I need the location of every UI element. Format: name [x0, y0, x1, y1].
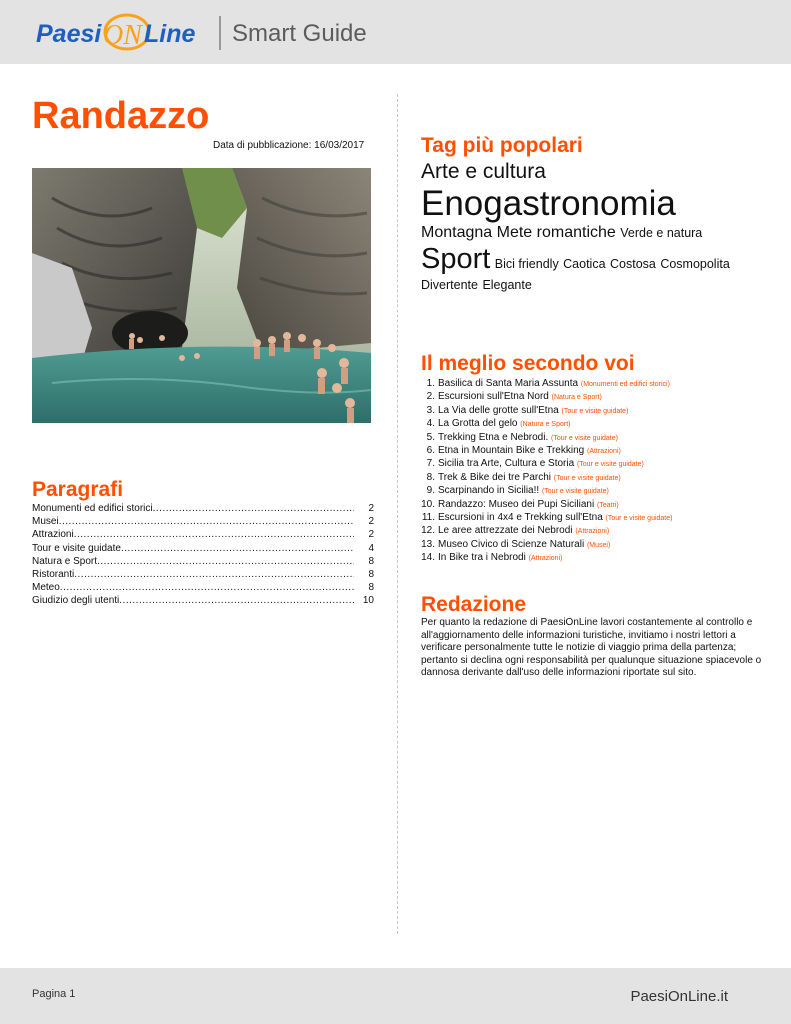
tag-link[interactable]: Cosmopolita — [660, 256, 730, 271]
tag-link[interactable]: Arte e cultura — [421, 160, 546, 183]
list-item[interactable]: 9. Scarpinando in Sicilia!! (Tour e visite guidate) — [426, 485, 609, 497]
list-item[interactable]: 12. Le aree attrezzate dei Nebrodi (Attrazioni) — [421, 525, 610, 537]
header-bar — [0, 0, 791, 64]
list-item[interactable]: 6. Etna in Mountain Bike e Trekking (Attrazioni) — [426, 445, 621, 457]
list-item[interactable]: 11. Escursioni in 4x4 e Trekking sull'Etna (Tour e visite guidate) — [421, 512, 673, 524]
tag-cloud — [421, 160, 761, 295]
best-list — [421, 378, 761, 566]
tag-link[interactable]: Verde e natura — [620, 226, 703, 241]
toc-item[interactable]: Natura e Sport ..... 8 — [32, 555, 374, 568]
list-item[interactable]: 8. Trek & Bike dei tre Parchi (Tour e visite guidate) — [426, 471, 621, 483]
best-heading: Il meglio secondo voi — [421, 352, 635, 375]
paragrafi-toc — [32, 502, 374, 608]
list-item[interactable]: 1. Basilica di Santa Maria Assunta (Monumenti ed edifici storici) — [426, 378, 670, 389]
footer-site-link[interactable]: PaesiOnLine.it — [630, 988, 728, 1005]
tag-link[interactable]: Sport — [421, 242, 491, 275]
toc-item[interactable]: Monumenti ed edifici storici ..... 2 — [32, 502, 374, 515]
list-item[interactable]: 4. La Grotta del gelo (Natura e Sport) — [426, 418, 571, 430]
list-item[interactable]: 7. Sicilia tra Arte, Cultura e Storia (Tour e visite guidate) — [426, 458, 644, 470]
footer-bar — [0, 968, 791, 1024]
tags-heading: Tag più popolari — [421, 134, 583, 157]
list-item[interactable]: 14. In Bike tra i Nebrodi (Attrazioni) — [421, 552, 563, 564]
publication-date: Data di pubblicazione: 16/03/2017 — [213, 140, 365, 151]
randazzo-photo — [32, 168, 371, 423]
tag-link[interactable]: Costosa — [610, 256, 656, 271]
tag-link[interactable]: Caotica — [563, 256, 606, 271]
toc-item[interactable]: Giudizio degli utenti ..... 10 — [32, 594, 374, 607]
toc-item[interactable]: Tour e visite guidate ..... 4 — [32, 542, 374, 555]
paesionline-logo[interactable] — [32, 10, 202, 58]
toc-item[interactable]: Meteo ..... 8 — [32, 581, 374, 594]
page-title: Randazzo — [32, 95, 210, 137]
tag-link[interactable]: Elegante — [482, 278, 532, 293]
toc-item[interactable]: Musei ..... 2 — [32, 515, 374, 528]
tag-link[interactable]: Bici friendly — [494, 256, 559, 271]
toc-item[interactable]: Attrazioni ..... 2 — [32, 528, 374, 541]
svg-text:Paesi: Paesi — [36, 20, 102, 48]
redazione-text: Per quanto la redazione di PaesiOnLine lavori costantemente al controllo e all'aggiornamento delle informazioni turistiche, invitiamo i nostri lettori a verificare personalmente tutte le notizie di viaggio prima della partenza; pertanto si declina ogni responsabilità per qualunque situazione spiacevole o dannosa derivante dall'uso delle informazioni riportate sul sito. — [421, 617, 762, 679]
tag-link[interactable]: Divertente — [421, 278, 478, 293]
svg-text:ON: ON — [103, 20, 142, 51]
list-item[interactable]: 5. Trekking Etna e Nebrodi. (Tour e visite guidate) — [426, 431, 618, 443]
tag-link[interactable]: Mete romantiche — [496, 224, 616, 242]
tag-link[interactable]: Enogastronomia — [421, 184, 676, 224]
page-number: Pagina 1 — [32, 988, 76, 1000]
toc-item[interactable]: Ristoranti ..... 8 — [32, 568, 374, 581]
list-item[interactable]: 10. Randazzo: Museo dei Pupi Siciliani (Teatri) — [421, 498, 619, 510]
list-item[interactable]: 3. La Via delle grotte sull'Etna (Tour e visite guidate) — [426, 404, 629, 416]
paragrafi-heading: Paragrafi — [32, 478, 124, 501]
column-divider — [397, 94, 398, 934]
header-title: Smart Guide — [232, 20, 367, 47]
redazione-heading: Redazione — [421, 593, 527, 616]
list-item[interactable]: 13. Museo Civico di Scienze Naturali (Musei) — [421, 538, 611, 550]
list-item[interactable]: 2. Escursioni sull'Etna Nord (Natura e Sport) — [426, 391, 602, 403]
tag-link[interactable]: Montagna — [421, 224, 493, 242]
svg-text:Line: Line — [144, 20, 196, 48]
header-divider — [219, 16, 221, 50]
